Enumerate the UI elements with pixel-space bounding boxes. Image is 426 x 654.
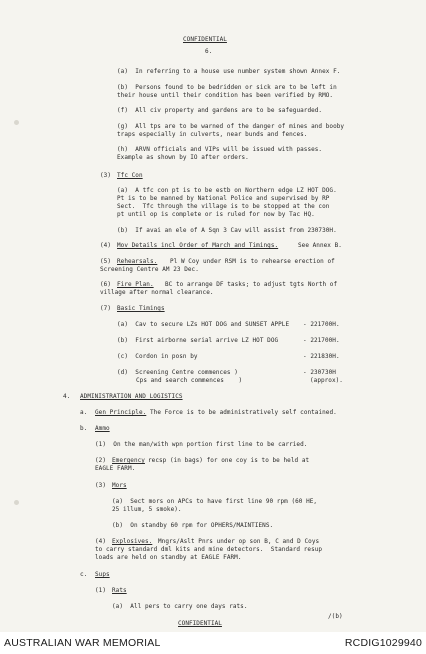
text-line: Pl W Coy under RSM is to rehearse erection of <box>170 258 335 265</box>
text-line: (b) On standby 60 rpm for OPHERS/MAINTIENS. <box>112 522 274 529</box>
text-line: Pt is to be manned by National Police and supervised by RP <box>117 195 330 202</box>
section-number: (4) <box>100 242 111 249</box>
text-line: (b) Persons found to be bedridden or sick are to be left in <box>117 84 337 91</box>
section-heading: Ammo <box>95 425 110 432</box>
timing-value: - 221700H. <box>303 321 340 328</box>
timing-label: Cps and search commences ) <box>136 377 243 384</box>
section-heading: Gen Principle. <box>95 409 147 416</box>
archive-footer <box>0 632 426 654</box>
page-number: 6. <box>205 48 213 55</box>
text-line: 25 illum, 5 smoke). <box>112 506 182 513</box>
section-number: (1) <box>95 587 106 594</box>
text-line: The Force is to be administratively self contained. <box>150 409 337 416</box>
text-line: Screening Centre AM 23 Dec. <box>100 266 199 273</box>
archive-institution: AUSTRALIAN WAR MEMORIAL <box>4 637 161 649</box>
text-line: recsp (in bags) for one coy is to be held at <box>148 457 310 464</box>
timing-value: - 221700H. <box>303 337 340 344</box>
punch-hole <box>14 120 19 125</box>
timing-label: (c) Cordon in posn by <box>117 353 198 360</box>
footer-classification: CONFIDENTIAL <box>178 620 222 627</box>
header-classification: CONFIDENTIAL <box>183 36 227 43</box>
section-number: (4) <box>95 538 106 545</box>
timing-value: (approx). <box>310 377 343 384</box>
text-line: BC to arrange DF tasks; to adjust tgts North of <box>165 281 338 288</box>
text-line: (a) In referring to a house use number system shown Annex F. <box>117 68 341 75</box>
section-heading: Basic Timings <box>117 305 165 312</box>
sub-paragraph-letter: c. <box>80 571 88 578</box>
archive-record-id: RCDIG1029940 <box>344 637 422 649</box>
punch-hole <box>14 500 19 505</box>
text-line: EAGLE FARM. <box>95 465 136 472</box>
paragraph-heading: ADMINISTRATION AND LOGISTICS <box>80 393 183 400</box>
paragraph-number: 4. <box>63 393 71 400</box>
section-number: (3) <box>95 482 106 489</box>
text-line: (h) ARVN officials and VIPs will be issued with passes. <box>117 146 323 153</box>
text-line: (g) All tps are to be warned of the danger of mines and booby <box>117 123 345 130</box>
text-line: their house until their condition has been verified by RMO. <box>117 92 334 99</box>
timing-value: - 230730H <box>303 369 336 376</box>
text-line: (1) On the man/with wpn portion first line to be carried. <box>95 441 308 448</box>
text-line: (a) Sect mors on APCs to have first line 90 rpm (60 HE, <box>112 498 318 505</box>
section-heading: Sups <box>95 571 110 578</box>
text-line: pt until op is complete or is ruled for now by Tac HQ. <box>117 211 315 218</box>
text-line: Example as shown by IO after orders. <box>117 154 249 161</box>
continuation-marker: /(b) <box>328 613 343 620</box>
timing-label: (b) First airborne serial arrive LZ HOT DOG <box>117 337 279 344</box>
section-number: (2) <box>95 457 106 464</box>
section-heading: Emergency <box>112 457 145 464</box>
section-heading: Explosives. <box>112 538 153 545</box>
text-line: Mngrs/Aslt Pnrs under op son B, C and D Coys <box>158 538 320 545</box>
text-line: (b) If avai an ele of A Sqn 3 Cav will assist from 230730H. <box>117 227 337 234</box>
section-heading: Mov Details incl Order of March and Timings. <box>117 242 279 249</box>
section-heading: Fire Plan. <box>117 281 154 288</box>
sub-paragraph-letter: a. <box>80 409 88 416</box>
section-heading: Mors <box>112 482 127 489</box>
timing-label: (a) Cav to secure LZs HOT DOG and SUNSET APPLE <box>117 321 290 328</box>
text-line: loads are held on standby at EAGLE FARM. <box>95 554 242 561</box>
section-heading: Rats <box>112 587 127 594</box>
timing-value: - 221830H. <box>303 353 340 360</box>
section-heading: Tfc Con <box>117 172 143 179</box>
section-number: (5) <box>100 258 111 265</box>
timing-label: (d) Screening Centre commences ) <box>117 369 238 376</box>
text-line: (f) All civ property and gardens are to be safeguarded. <box>117 107 323 114</box>
text-line: (a) A tfc con pt is to be estb on Northern edge LZ HOT DOG. <box>117 187 337 194</box>
section-number: (7) <box>100 305 111 312</box>
sub-paragraph-letter: b. <box>80 425 88 432</box>
section-number: (6) <box>100 281 111 288</box>
text-line: to carry standard dml kits and mine detectors. Standard resup <box>95 546 323 553</box>
section-number: (3) <box>100 172 111 179</box>
section-heading: Rehearsals. <box>117 258 158 265</box>
text-line: See Annex B. <box>298 242 342 249</box>
text-line: Sect. Tfc through the village is to be stopped at the con <box>117 203 330 210</box>
text-line: traps especially in culverts, near bunds and fences. <box>117 131 308 138</box>
text-line: village after normal clearance. <box>100 289 214 296</box>
text-line: (a) All pers to carry one days rats. <box>112 603 248 610</box>
